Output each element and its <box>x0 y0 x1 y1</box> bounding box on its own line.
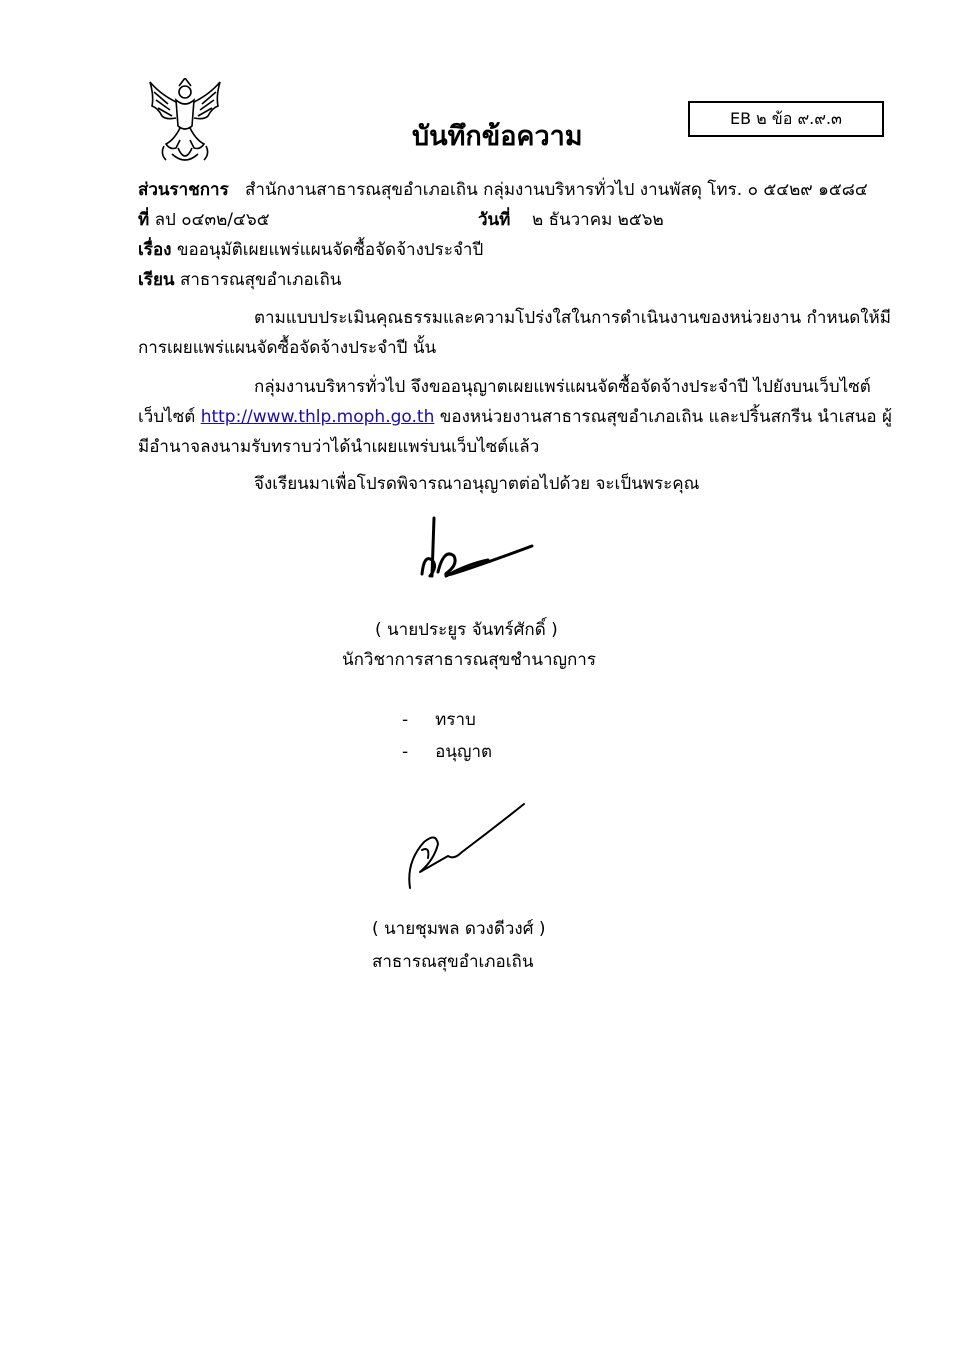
date-line <box>478 206 664 233</box>
agency-value: สำนักงานสาธารณสุขอำเภอเถิน กลุ่มงานบริหารทั่วไป งานพัสดุ โทร. ๐ ๕๔๒๙ ๑๕๘๔ <box>244 180 868 200</box>
signer-1-name: ( นายประยูร จันทร์ศักดิ์ ) <box>375 620 558 640</box>
ref-line <box>138 206 270 233</box>
to-value: สาธารณสุขอำเภอเถิน <box>179 270 342 290</box>
decision-option-2 <box>402 738 492 765</box>
decision-dash: - <box>402 742 409 762</box>
signer-2-position: สาธารณสุขอำเภอเถิน <box>372 952 534 972</box>
garuda-emblem-icon <box>146 78 224 166</box>
paragraph-2-line-2 <box>138 403 892 430</box>
signature-1 <box>418 514 536 582</box>
agency-line <box>138 176 868 203</box>
document-title: บันทึกข้อความ <box>412 121 583 152</box>
date-value: ๒ ธันวาคม ๒๕๖๒ <box>532 210 664 230</box>
ref-value: ลป ๐๔๓๒/๔๖๕ <box>154 210 270 230</box>
paragraph-1-line-2: การเผยแพร่แผนจัดซื้อจัดจ้างประจำปี นั้น <box>138 338 437 358</box>
signature-2 <box>404 802 528 892</box>
subject-label: เรื่อง <box>138 240 172 260</box>
paragraph-2-prefix: เว็บไซต์ <box>138 407 196 427</box>
agency-label: ส่วนราชการ <box>138 180 229 200</box>
subject-line <box>138 236 483 263</box>
paragraph-2-suffix: ของหน่วยงานสาธารณสุขอำเภอเถิน และปริ้นสกรีน นำเสนอ ผู้ <box>439 407 892 427</box>
website-link[interactable]: http://www.thlp.moph.go.th <box>200 407 435 427</box>
signer-1-position: นักวิชาการสาธารณสุขชำนาญการ <box>342 650 596 670</box>
decision-option-1-label: ทราบ <box>435 710 476 730</box>
to-line <box>138 266 341 293</box>
decision-option-1 <box>402 706 476 733</box>
closing-paragraph: จึงเรียนมาเพื่อโปรดพิจารณาอนุญาตต่อไปด้วย จะเป็นพระคุณ <box>254 474 700 494</box>
paragraph-1-line-1: ตามแบบประเมินคุณธรรมและความโปร่งใสในการดำเนินงานของหน่วยงาน กำหนดให้มี <box>254 308 891 328</box>
paragraph-2-line-1: กลุ่มงานบริหารทั่วไป จึงขออนุญาตเผยแพร่แผนจัดซื้อจัดจ้างประจำปี ไปยังบนเว็บไซต์ <box>254 377 871 397</box>
to-label: เรียน <box>138 270 175 290</box>
reference-code-box: EB ๒ ข้อ ๙.๙.๓ <box>688 101 884 137</box>
paragraph-2-line-3: มีอำนาจลงนามรับทราบว่าได้นำเผยแพร่บนเว็บไซต์แล้ว <box>138 437 540 457</box>
decision-dash: - <box>402 710 409 730</box>
ref-label: ที่ <box>138 210 150 230</box>
subject-value: ขออนุมัติเผยแพร่แผนจัดซื้อจัดจ้างประจำปี <box>176 240 484 260</box>
signer-2-name: ( นายชุมพล ดวงดีวงศ์ ) <box>372 919 546 939</box>
decision-option-2-label: อนุญาต <box>435 742 493 762</box>
date-label: วันที่ <box>478 210 511 230</box>
